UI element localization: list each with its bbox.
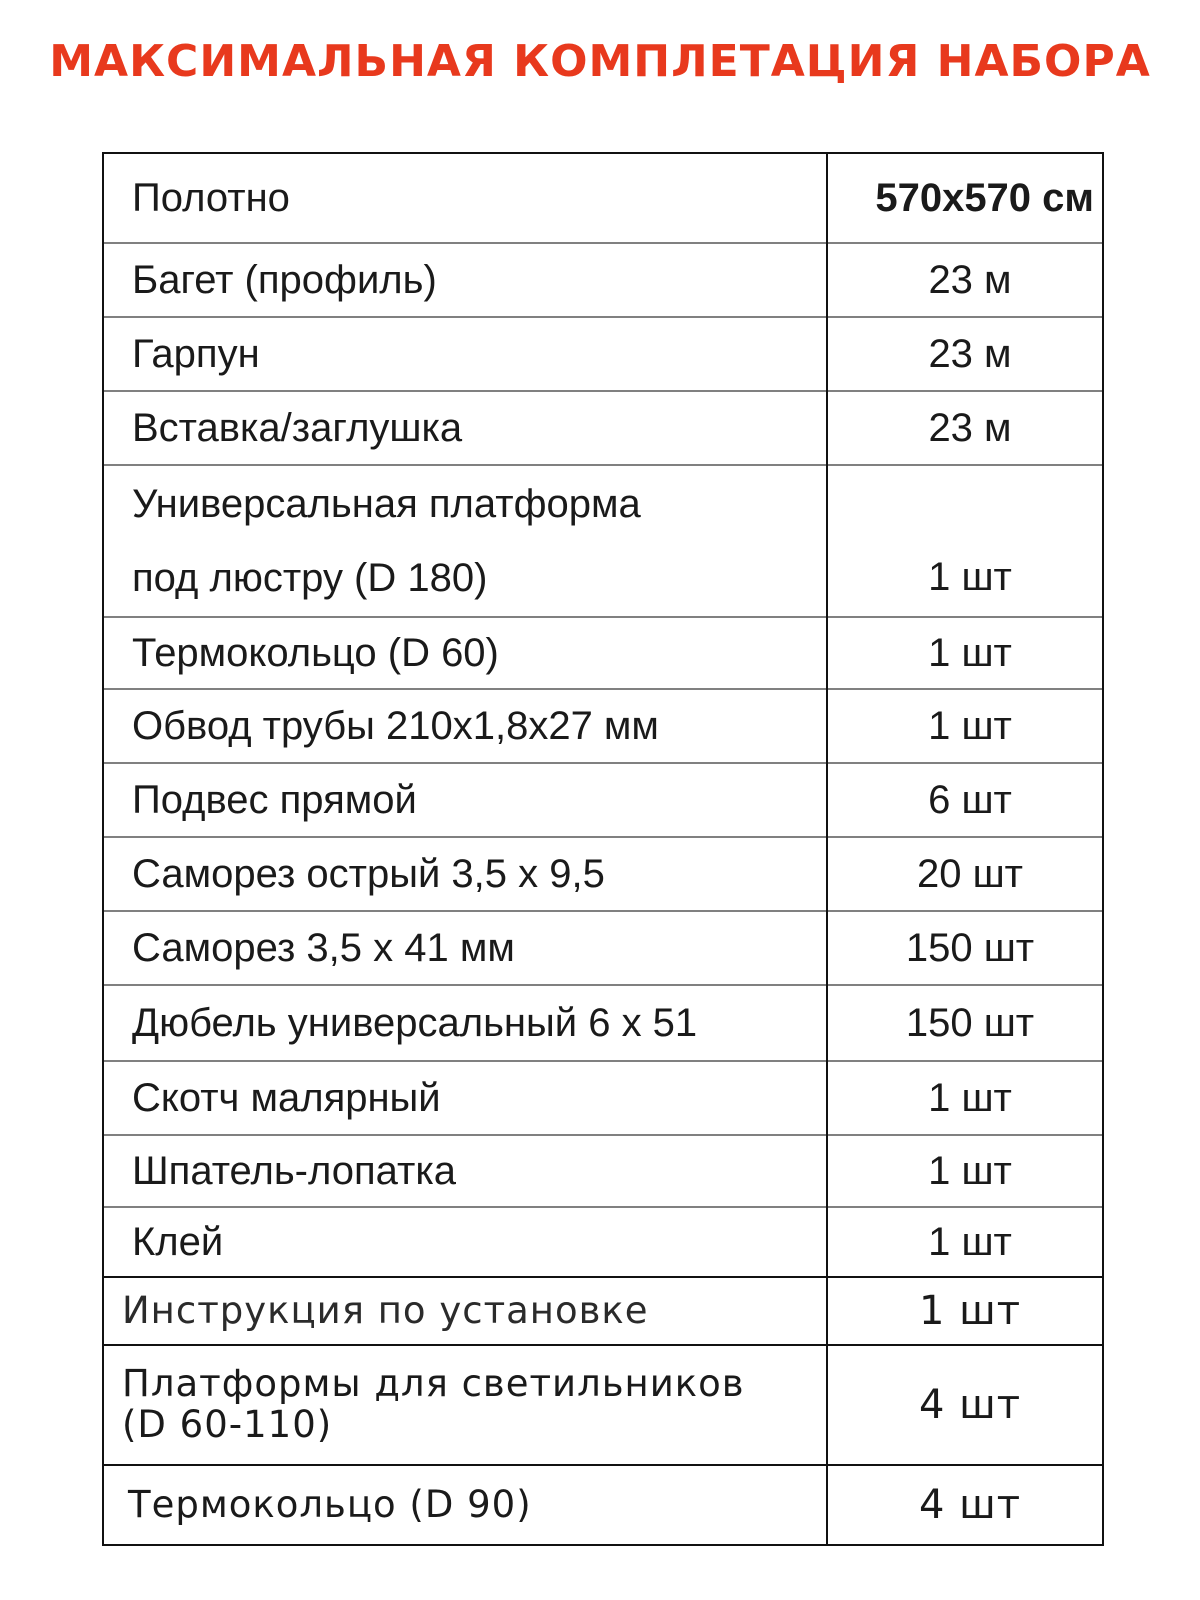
item-name-cell bbox=[103, 465, 827, 617]
item-name-cell bbox=[103, 689, 827, 763]
table-row bbox=[103, 1465, 1103, 1545]
item-name: Саморез 3,5 х 41 мм bbox=[132, 926, 515, 970]
item-name-cell bbox=[103, 1465, 827, 1545]
item-qty: 4 шт bbox=[827, 1345, 1103, 1465]
item-qty: 6 шт bbox=[827, 763, 1103, 837]
table-row bbox=[103, 1135, 1103, 1207]
table-row bbox=[103, 617, 1103, 689]
item-qty: 23 м bbox=[827, 317, 1103, 391]
item-name-cell bbox=[103, 1061, 827, 1135]
item-name-cell bbox=[103, 153, 827, 243]
item-name-cell bbox=[103, 1277, 827, 1345]
table-row bbox=[103, 391, 1103, 465]
item-name-cell bbox=[103, 243, 827, 317]
item-name-continued: под люстру (D 180) bbox=[132, 556, 488, 600]
item-name: Платформы для светильников bbox=[122, 1362, 745, 1406]
item-name: Вставка/заглушка bbox=[132, 406, 463, 450]
table-row bbox=[103, 317, 1103, 391]
item-name-cell bbox=[103, 763, 827, 837]
item-name-cell bbox=[103, 837, 827, 911]
table-row bbox=[103, 985, 1103, 1061]
item-qty: 150 шт bbox=[827, 911, 1103, 985]
item-name-cell bbox=[103, 911, 827, 985]
item-qty: 23 м bbox=[827, 243, 1103, 317]
item-qty: 1 шт bbox=[827, 1061, 1103, 1135]
item-qty: 4 шт bbox=[827, 1465, 1103, 1545]
page-title: МАКСИМАЛЬНАЯ КОМПЛЕТАЦИЯ НАБОРА bbox=[49, 36, 1151, 87]
table-row bbox=[103, 243, 1103, 317]
item-name-cell bbox=[103, 1345, 827, 1465]
item-name-continued: (D 60-110) bbox=[122, 1403, 333, 1446]
item-name: Гарпун bbox=[132, 332, 260, 376]
item-qty: 1 шт bbox=[827, 1207, 1103, 1277]
item-qty: 1 шт bbox=[827, 1277, 1103, 1345]
item-name: Полотно bbox=[132, 176, 290, 220]
item-name-cell bbox=[103, 317, 827, 391]
item-name: Инструкция по установке bbox=[122, 1288, 649, 1332]
item-name-cell bbox=[103, 617, 827, 689]
item-name: Скотч малярный bbox=[132, 1076, 441, 1120]
item-name: Обвод трубы 210x1,8x27 мм bbox=[132, 704, 659, 748]
item-name: Универсальная платформа bbox=[132, 482, 641, 526]
item-name: Багет (профиль) bbox=[132, 258, 437, 302]
item-name-cell bbox=[103, 985, 827, 1061]
kit-contents-table bbox=[102, 152, 1104, 1546]
item-qty: 23 м bbox=[827, 391, 1103, 465]
table-row bbox=[103, 465, 1103, 617]
table-row bbox=[103, 689, 1103, 763]
item-name: Подвес прямой bbox=[132, 778, 417, 822]
item-qty: 20 шт bbox=[827, 837, 1103, 911]
item-qty: 1 шт bbox=[827, 465, 1103, 617]
table-row bbox=[103, 153, 1103, 243]
item-qty: 570x570 см bbox=[827, 153, 1103, 243]
item-name: Саморез острый 3,5 х 9,5 bbox=[132, 852, 605, 896]
item-name: Термокольцо (D 60) bbox=[132, 631, 499, 675]
item-name-cell bbox=[103, 1135, 827, 1207]
table-row bbox=[103, 1277, 1103, 1345]
item-qty: 1 шт bbox=[827, 689, 1103, 763]
table-row bbox=[103, 837, 1103, 911]
table-row bbox=[103, 763, 1103, 837]
item-name: Клей bbox=[132, 1220, 224, 1264]
table-row bbox=[103, 1345, 1103, 1465]
table-row bbox=[103, 911, 1103, 985]
table-row bbox=[103, 1207, 1103, 1277]
item-qty: 1 шт bbox=[827, 1135, 1103, 1207]
item-name-cell bbox=[103, 391, 827, 465]
item-name: Шпатель-лопатка bbox=[132, 1149, 456, 1193]
item-qty: 150 шт bbox=[827, 985, 1103, 1061]
item-name: Термокольцо (D 90) bbox=[128, 1482, 532, 1526]
item-qty: 1 шт bbox=[827, 617, 1103, 689]
item-name-cell bbox=[103, 1207, 827, 1277]
table-row bbox=[103, 1061, 1103, 1135]
item-name: Дюбель универсальный 6 х 51 bbox=[132, 1001, 698, 1045]
